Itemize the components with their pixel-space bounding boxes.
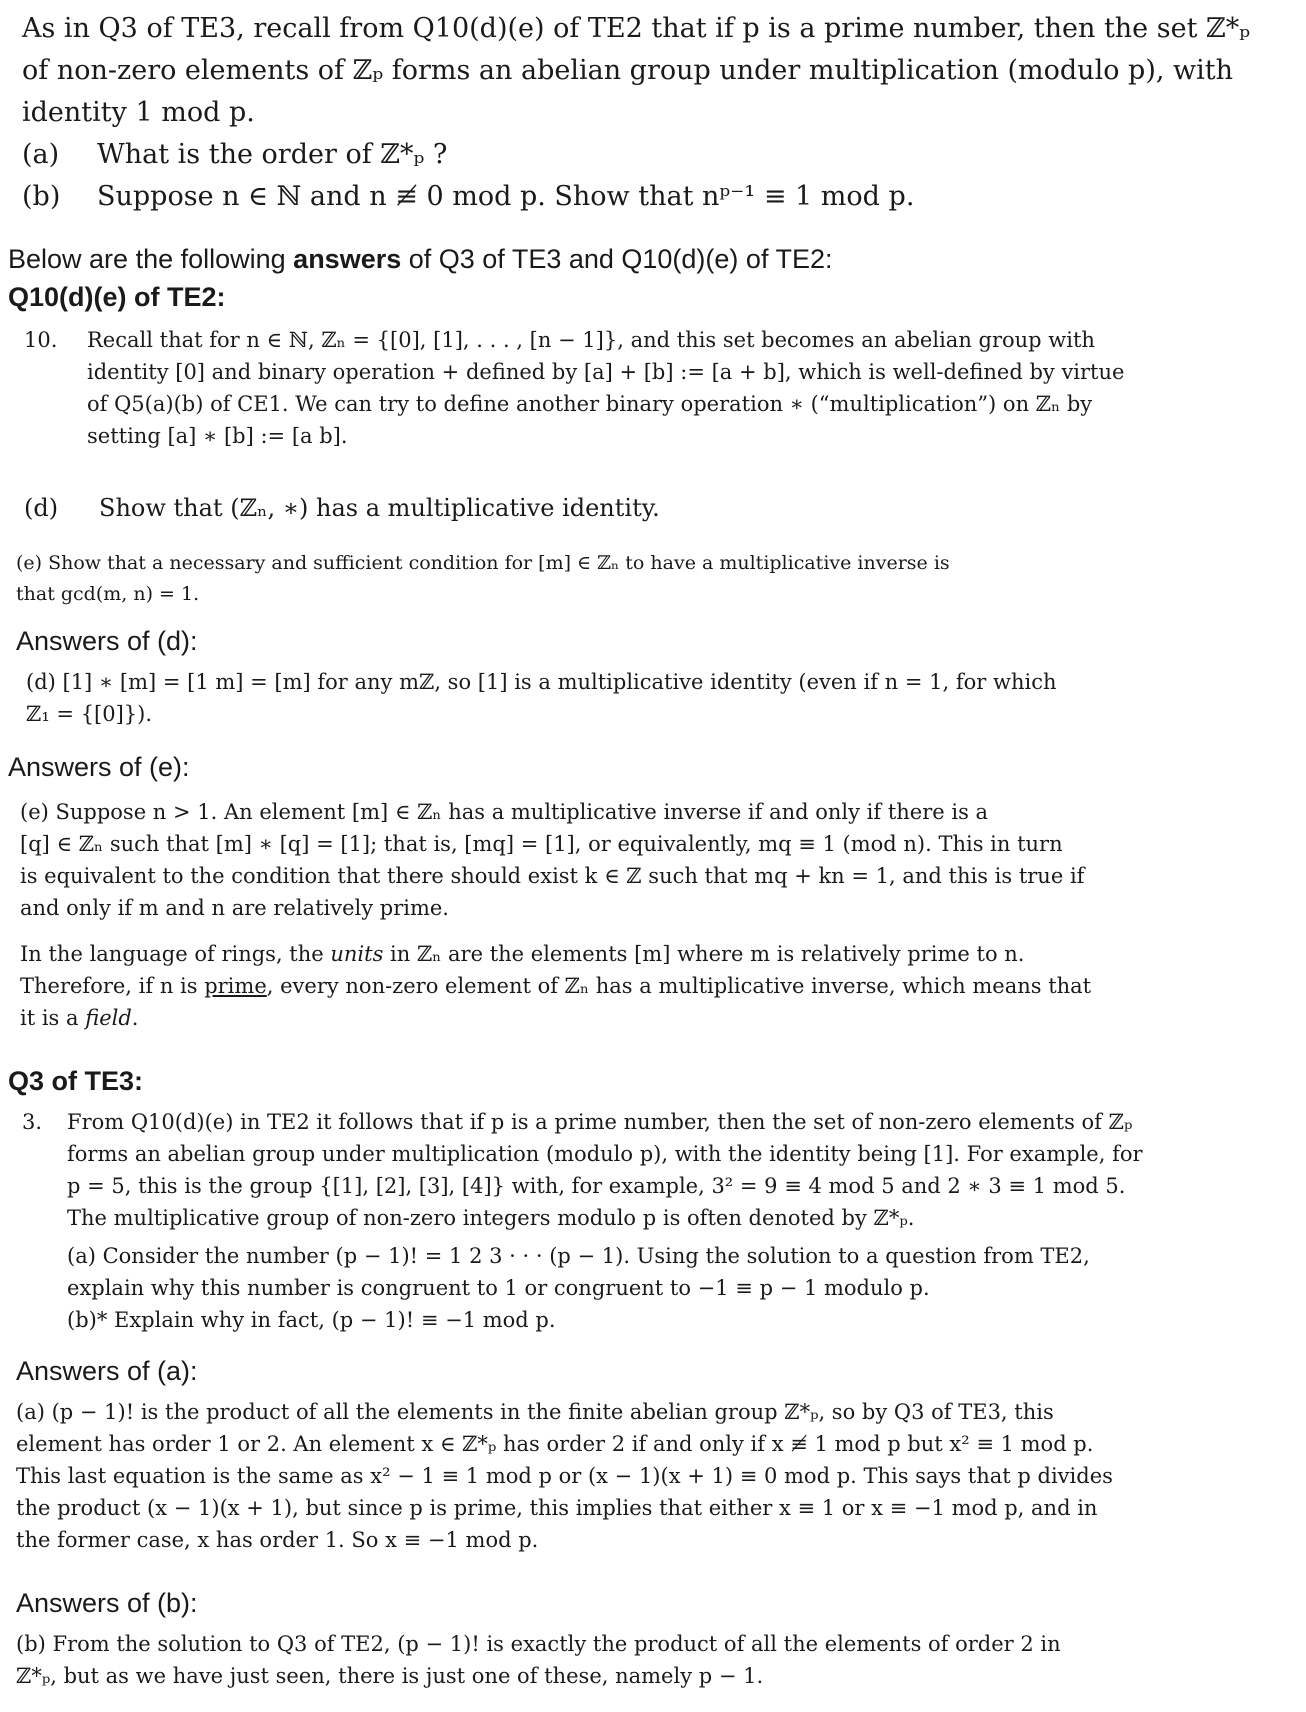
answers-intro-prefix: Below are the following	[8, 244, 294, 274]
q3-line	[22, 1106, 1306, 1138]
answers-e-line	[20, 970, 1306, 1002]
q10d-line	[24, 490, 1306, 526]
answers-a-line: the former case, x has order 1. So x ≡ −1 mod p.	[16, 1528, 539, 1552]
answers-a-section	[16, 1352, 1306, 1556]
q10-line: identity [0] and binary operation + defined by [a] + [b] := [a + b], which is well-defined by virtue	[87, 360, 1125, 384]
question-text: Suppose n ∈ ℕ and n ≢ 0 mod p. Show that nᵖ⁻¹ ≡ 1 mod p.	[97, 181, 915, 212]
answers-e-line	[20, 1002, 1306, 1034]
intro-section	[22, 8, 1306, 218]
q10-line: of Q5(a)(b) of CE1. We can try to define another binary operation ∗ (“multiplication”) on ℤₙ by	[87, 392, 1093, 416]
intro-line: As in Q3 of TE3, recall from Q10(d)(e) of TE2 that if p is a prime number, then the set ℤ*ₚ	[22, 13, 1251, 44]
q10e-section	[16, 548, 1306, 610]
q3-section	[8, 1062, 1306, 1336]
text-span: , every non-zero element of ℤₙ has a multiplicative inverse, which means that	[266, 974, 1092, 998]
text-span: in ℤₙ are the elements [m] where m is relatively prime to n.	[383, 942, 1025, 966]
text-span: Therefore, if n is	[20, 974, 205, 998]
answers-d-line: ℤ₁ = {[0]}).	[26, 702, 153, 726]
question-label: (b)	[22, 181, 61, 212]
field-term: field	[85, 1006, 132, 1030]
text-span: it is a	[20, 1006, 86, 1030]
answers-a-line: (a) (p − 1)! is the product of all the elements in the finite abelian group ℤ*ₚ, so by Q3 of TE3, this	[16, 1400, 1054, 1424]
answers-d-line: (d) [1] ∗ [m] = [1 m] = [m] for any mℤ, so [1] is a multiplicative identity (even if n = 1, for which	[26, 670, 1057, 694]
text-span: In the language of rings, the	[20, 942, 331, 966]
answers-intro	[8, 240, 1306, 316]
q10-line	[24, 324, 1306, 356]
q3-b-line: (b)* Explain why in fact, (p − 1)! ≡ −1 mod p.	[67, 1308, 556, 1332]
answers-a-line: the product (x − 1)(x + 1), but since p is prime, this implies that either x ≡ 1 or x ≡ −1 mod p, and in	[16, 1496, 1098, 1520]
answers-intro-text	[8, 240, 1306, 278]
answers-e-line: is equivalent to the condition that there should exist k ∈ ℤ such that mq + kn = 1, and this is true if	[20, 864, 1085, 888]
answers-b-line: ℤ*ₚ, but as we have just seen, there is just one of these, namely p − 1.	[16, 1664, 764, 1688]
answers-e-line: (e) Suppose n > 1. An element [m] ∈ ℤₙ has a multiplicative inverse if and only if there is a	[20, 800, 989, 824]
question-label: (a)	[22, 139, 60, 170]
intro-question-a	[22, 134, 1306, 176]
q3-line: p = 5, this is the group {[1], [2], [3], [4]} with, for example, 3² = 9 ≡ 4 mod 5 and 2 ∗ 3 ≡ 1 mod 5.	[67, 1174, 1126, 1198]
intro-line: identity 1 mod p.	[22, 97, 255, 128]
q3-line: The multiplicative group of non-zero integers modulo p is often denoted by ℤ*ₚ.	[67, 1206, 915, 1230]
q10-line: setting [a] ∗ [b] := [a b].	[87, 424, 348, 448]
q3-line: forms an abelian group under multiplication (modulo p), with the identity being [1]. For example, for	[67, 1142, 1143, 1166]
q10e-line: that gcd(m, n) = 1.	[16, 583, 200, 605]
question-text: Show that (ℤₙ, ∗) has a multiplicative identity.	[99, 494, 660, 522]
q3-a-line: explain why this number is congruent to 1 or congruent to −1 ≡ p − 1 modulo p.	[67, 1276, 930, 1300]
q3-heading: Q3 of TE3:	[8, 1066, 144, 1096]
q10-text: Recall that for n ∈ ℕ, ℤₙ = {[0], [1], . . . , [n − 1]}, and this set becomes an abelian group with	[87, 328, 1095, 352]
intro-line: of non-zero elements of ℤₚ forms an abelian group under multiplication (modulo p), with	[22, 55, 1234, 86]
answers-e-line: [q] ∈ ℤₙ such that [m] ∗ [q] = [1]; that is, [mq] = [1], or equivalently, mq ≡ 1 (mod n). This in turn	[20, 832, 1063, 856]
question-label: (d)	[24, 494, 59, 522]
q3-number: 3.	[22, 1110, 43, 1134]
units-term: units	[330, 942, 384, 966]
text-span: .	[131, 1006, 139, 1030]
answers-b-heading: Answers of (b):	[16, 1588, 198, 1618]
answers-e-section	[8, 748, 1306, 1034]
answers-a-line: element has order 1 or 2. An element x ∈ ℤ*ₚ has order 2 if and only if x ≢ 1 mod p but x² ≡ 1 mod p.	[16, 1432, 1094, 1456]
prime-term: prime	[204, 974, 267, 998]
q3-text: From Q10(d)(e) in TE2 it follows that if p is a prime number, then the set of non-zero elements of ℤₚ	[67, 1110, 1133, 1134]
answers-a-line: This last equation is the same as x² − 1 ≡ 1 mod p or (x − 1)(x + 1) ≡ 0 mod p. This says that p divides	[16, 1464, 1113, 1488]
q3-a-line: (a) Consider the number (p − 1)! = 1 2 3 · · · (p − 1). Using the solution to a question from TE2,	[67, 1244, 1090, 1268]
answers-a-heading: Answers of (a):	[16, 1356, 198, 1386]
q10-heading: Q10(d)(e) of TE2:	[8, 282, 226, 312]
answers-e-line	[20, 938, 1306, 970]
q10-section	[24, 324, 1306, 452]
answers-e-heading: Answers of (e):	[8, 752, 190, 782]
answers-intro-bold: answers	[293, 244, 402, 274]
intro-question-b	[22, 176, 1306, 218]
q10d-section	[24, 490, 1306, 526]
answers-intro-suffix: of Q3 of TE3 and Q10(d)(e) of TE2:	[401, 244, 833, 274]
answers-b-line: (b) From the solution to Q3 of TE2, (p − 1)! is exactly the product of all the elements of order 2 in	[16, 1632, 1061, 1656]
answers-d-heading: Answers of (d):	[16, 626, 198, 656]
answers-e-line: and only if m and n are relatively prime.	[20, 896, 449, 920]
q10e-line: (e) Show that a necessary and sufficient condition for [m] ∈ ℤₙ to have a multiplicative inverse is	[16, 552, 950, 574]
question-text: What is the order of ℤ*ₚ ?	[97, 139, 448, 170]
q10-number: 10.	[24, 328, 58, 352]
answers-b-section	[16, 1584, 1306, 1692]
answers-d-section	[16, 622, 1306, 730]
